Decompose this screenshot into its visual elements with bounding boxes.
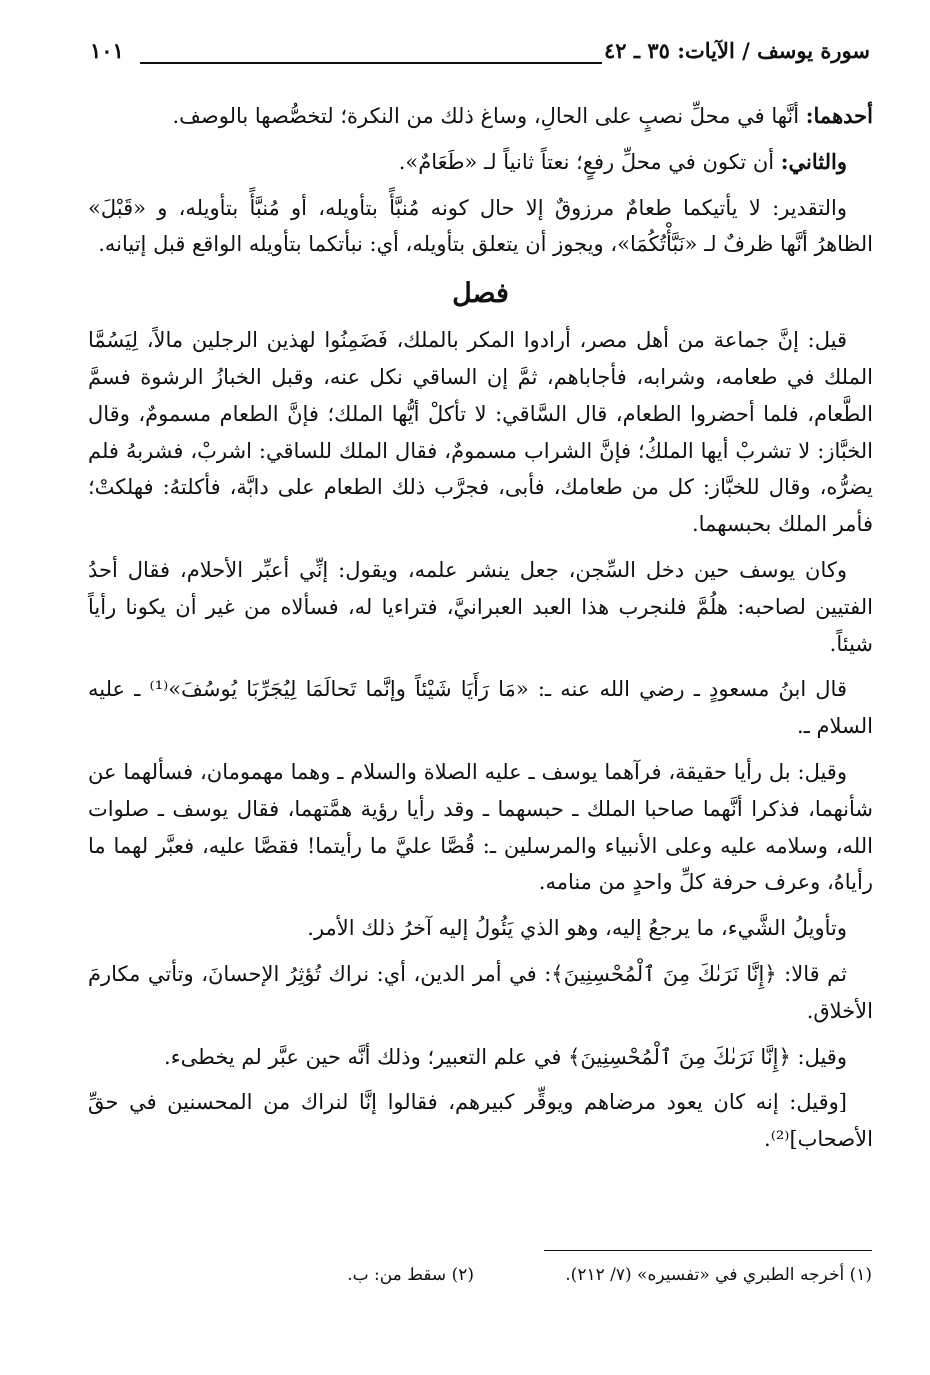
paragraph: قال ابنُ مسعودٍ ـ رضي الله عنه ـ: «مَا رَأَيَا شَيْئاً وإنَّما تَحالَمَا لِيُجَرِّبَا يُوسُفَ»⁽¹⁾ ـ عليه السلام ـ. [88, 677, 873, 739]
page-number: ١٠١ [90, 38, 124, 63]
running-header [90, 38, 870, 78]
paragraph: وقيل: بل رأيا حقيقة، فرآهما يوسف ـ عليه الصلاة والسلام ـ وهما مهمومان، فسألهما عن شأنهما، فذكرا أنَّهما صاحبا الملك ـ حبسهما ـ وقد رأيا رؤية همَّتهما، فقال يوسف ـ صلوات الله، وسلامه عليه وعلى الأنبياء والمرسلين ـ: قُصَّا عليَّ ما رأيتما! فقصَّا عليه، فعبَّر لهما ما رأياهُ، وعرف حرفة كلِّ واحدٍ من منامه. [88, 759, 873, 895]
header-rule [140, 62, 602, 64]
paragraph: وكان يوسف حين دخل السِّجن، جعل ينشر علمه، ويقول: إنِّي أعبِّر الأحلام، فقال أحدُ الفتيين لصاحبه: هلُمَّ فلنجرب هذا العبد العبرانيَّ، فتراءيا له، فسألاه من غير أن يكونا رأياً شيئاً. [88, 557, 873, 656]
paragraph-first [88, 98, 873, 135]
paragraph-lead: والثاني: [780, 148, 847, 174]
section-heading: فصل [452, 278, 509, 310]
paragraph-text: أنَّها في محلِّ نصبٍ على الحالِ، وساغ ذلك من النكرة؛ لتخصُّصها بالوصف. [172, 104, 806, 128]
paragraph-text: أن تكون في محلِّ رفعٍ؛ نعتاً ثانياً لـ «طَعَامٌ». [398, 149, 781, 174]
main-text [88, 98, 873, 1167]
footnote-1: (١) أخرجه الطبري في «تفسيره» (٧/ ٢١٢). [565, 1265, 872, 1285]
paragraph-second [88, 144, 873, 181]
footnote-2: (٢) سقط من: ب. [347, 1265, 474, 1285]
paragraph: قيل: إنَّ جماعة من أهل مصر، أرادوا المكر بالملك، فَضَمِنُوا لهذين الرجلين مالاً، لِيَسُمَّا الملك في طعامه، وشرابه، فأجاباهم، ثمَّ إن الساقي نكل عنه، وقبل الخبازُ الرشوة فسمَّ الطَّعام، فلما أحضروا الطعام، قال السَّاقي: لا تأكلْ أيُّها الملك؛ فإنَّ الطعام مسمومٌ، وقال الخبَّاز: لا تشربْ أيها الملكُ؛ فإنَّ الشراب مسمومٌ، فقال الملك للساقي: اشربْ، فشربهُ فلم يضرُّه، وقال للخبَّاز: كل من طعامك، فأبى، فجرَّب ذلك الطعام على دابَّة، فأكلتهُ: فهلكتْ؛ فأمر الملك بحبسهما. [88, 328, 873, 537]
paragraph: وقيل: ﴿إِنَّا نَرَىٰكَ مِنَ ٱلْمُحْسِنِينَ﴾ في علم التعبير؛ وذلك أنَّه حين عبَّر لم يخطىء. [164, 1044, 847, 1069]
paragraph: ثم قالا: ﴿إِنَّا نَرَىٰكَ مِنَ ٱلْمُحْسِنِينَ﴾: في أمر الدين، أي: نراك تُؤثِرُ الإحسانَ، وتأتي مكارمَ الأخلاق. [88, 961, 873, 1023]
paragraph-lead: أحدهما: [805, 103, 873, 128]
paragraph: [وقيل: إنه كان يعود مرضاهم ويوقِّر كبيرهم، فقالوا إنَّا لنراك من المحسنين في حقِّ الأصحاب]⁽²⁾. [88, 1090, 873, 1152]
footnote-separator [544, 1250, 872, 1251]
header-title: سورة يوسف / الآيات: ٣٥ ـ ٤٢ [603, 38, 870, 63]
paragraph-taqdir: والتقدير: لا يأتيكما طعامٌ مرزوقٌ إلا حال كونه مُنبَّأً بتأويله، أو مُنبَّأً بتأويله، و «قَبْلَ» الظاهرُ أنَّها ظرفٌ لـ «نَبَّأْتُكُمَا»، ويجوز أن يتعلق بتأويله، أي: نبأتكما بتأويله الواقع قبل إتيانه. [88, 195, 873, 257]
paragraph: وتأويلُ الشَّيء، ما يرجعُ إليه، وهو الذي يَئُولُ إليه آخرُ ذلك الأمر. [307, 916, 847, 941]
